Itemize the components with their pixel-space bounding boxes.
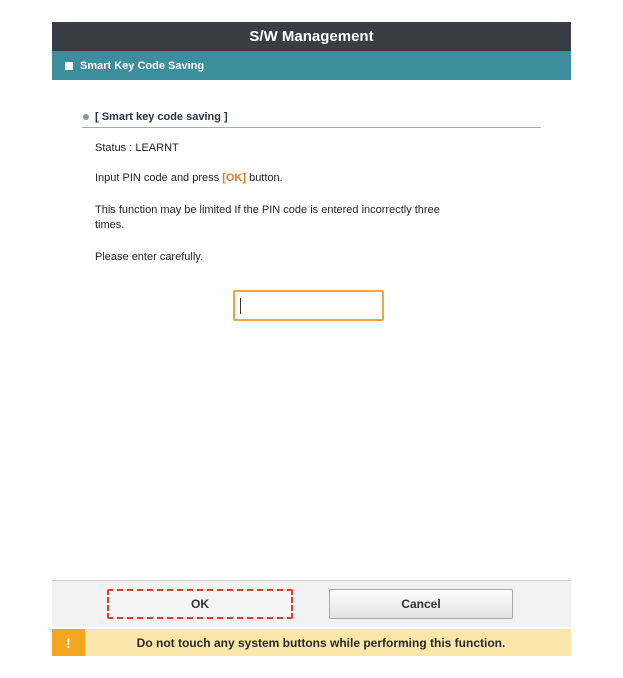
- pin-code-input[interactable]: [233, 290, 384, 321]
- warning-text: Do not touch any system buttons while performing this function.: [136, 635, 506, 650]
- subheader-bar: [52, 51, 571, 80]
- window-title-bar: [52, 22, 571, 51]
- sw-management-window: [52, 22, 571, 656]
- section-heading-text: [ Smart key code saving ]: [95, 111, 228, 123]
- text-caret: [240, 298, 241, 314]
- subheader-label: Smart Key Code Saving: [80, 59, 205, 72]
- square-bullet-icon: [65, 62, 73, 70]
- warning-icon: !: [52, 629, 85, 656]
- cancel-button-label: Cancel: [401, 597, 441, 611]
- instruction-text: [95, 171, 283, 186]
- ok-button[interactable]: [107, 589, 293, 619]
- instruction-ok-keyword: [OK]: [222, 172, 247, 184]
- instruction-prefix: Input PIN code and press: [95, 172, 223, 184]
- status-text: Status : LEARNT: [95, 142, 179, 154]
- limit-warning-line-1: This function may be limited If the PIN code is entered incorrectly three: [95, 204, 440, 216]
- ok-button-label: OK: [191, 597, 209, 611]
- button-bar: [52, 580, 571, 627]
- limit-warning-line-2: times.: [95, 219, 125, 231]
- warning-bar: [52, 629, 571, 656]
- instruction-suffix: button.: [246, 172, 283, 184]
- bullet-dot-icon: [83, 114, 89, 120]
- cancel-button[interactable]: [329, 589, 513, 619]
- section-heading: [82, 107, 541, 128]
- careful-text: Please enter carefully.: [95, 251, 204, 263]
- window-title: S/W Management: [249, 28, 374, 45]
